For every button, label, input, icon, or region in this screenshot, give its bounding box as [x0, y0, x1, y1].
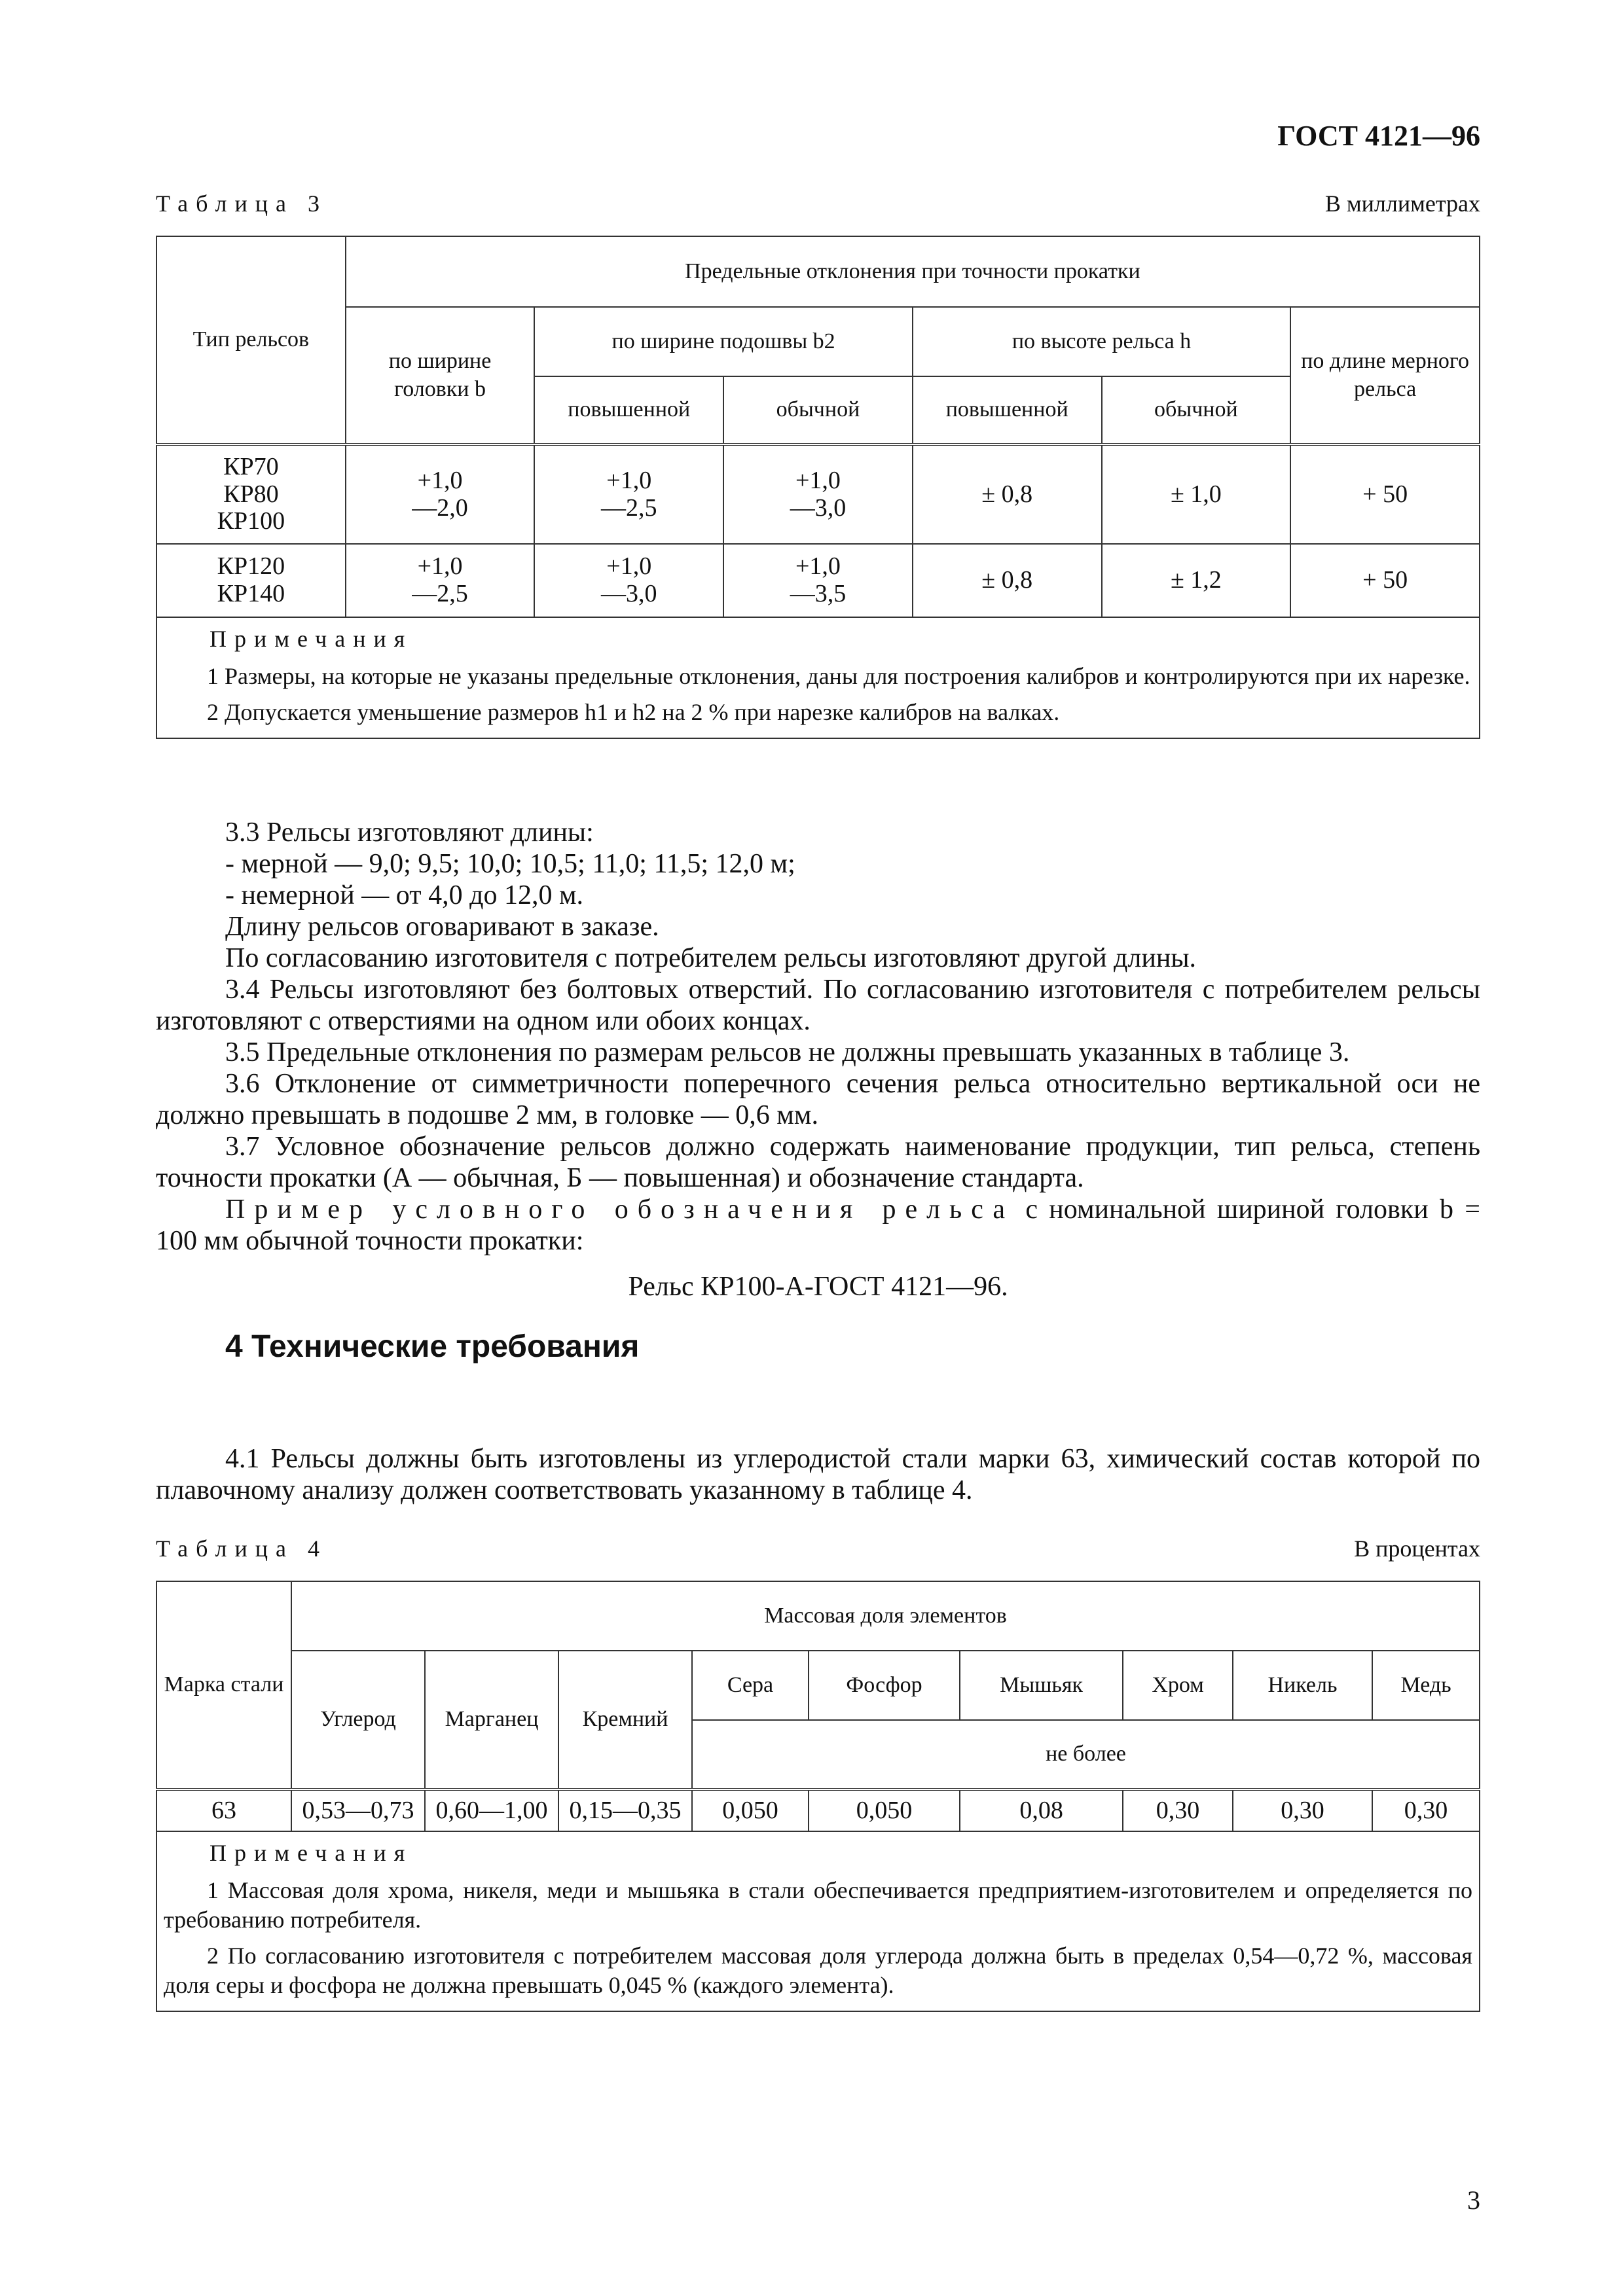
paragraph-order: Длину рельсов оговаривают в заказе.: [225, 912, 659, 942]
header-chromium: Хром: [1123, 1651, 1233, 1720]
table3: [156, 236, 1480, 739]
document-id: ГОСТ 4121—96: [1277, 120, 1480, 152]
table4-unit: В процентах: [1354, 1535, 1480, 1562]
header-phosphorus: Фосфор: [809, 1651, 960, 1720]
header-length: по длине мерного рельса: [1290, 307, 1480, 444]
header-deviations: Предельные отклонения при точности прокатки: [346, 236, 1480, 307]
cell-rail-types: КР70 КР80 КР100: [156, 444, 346, 544]
header-carbon: Углерод: [291, 1651, 425, 1789]
header-manganese: Марганец: [425, 1651, 558, 1789]
cell-copper: 0,30: [1372, 1789, 1480, 1831]
cell-silicon: 0,15—0,35: [558, 1789, 692, 1831]
header-sole-increased: повышенной: [534, 376, 723, 444]
paragraph-agreement: По согласованию изготовителя с потребителем рельсы изготовляют другой длины.: [225, 943, 1197, 973]
cell-height-increased: ± 0,8: [913, 544, 1102, 617]
cell-sole-increased: [534, 544, 723, 617]
paragraph-example: [156, 1194, 1480, 1257]
cell-value: +1,0: [795, 466, 841, 494]
table4-notes-cell: [156, 1831, 1480, 2011]
table3-unit: В миллиметрах: [1324, 190, 1480, 217]
cell-value: —2,0: [412, 493, 468, 522]
example-lead: Пример условного обозначения рельса: [225, 1194, 1015, 1225]
example-rest: с номинальной шириной головки b = 100 мм обычной точности прокатки:: [156, 1194, 1480, 1256]
cell-head-width: [346, 444, 535, 544]
header-mass-fraction: Массовая доля элементов: [291, 1581, 1480, 1651]
cell-length: + 50: [1290, 444, 1480, 544]
header-nickel: Никель: [1233, 1651, 1372, 1720]
paragraph-3-5: 3.5 Предельные отклонения по размерам рельсов не должны превышать указанных в таблице 3.: [225, 1037, 1350, 1067]
notes-title: Примечания: [210, 626, 413, 652]
cell-sole-ordinary: [723, 544, 913, 617]
paragraph-3-6: 3.6 Отклонение от симметричности поперечного сечения рельса относительно вертикальной оси не должно превышать в подошве 2 мм, в головке — 0,6 мм.: [156, 1069, 1480, 1130]
cell-value: —2,5: [601, 493, 657, 522]
cell-value: —3,0: [790, 493, 847, 522]
cell-value: —2,5: [412, 580, 468, 607]
cell-length: + 50: [1290, 544, 1480, 617]
cell-value: +1,0: [417, 466, 463, 494]
table4: [156, 1581, 1480, 2012]
table3-notes: [156, 617, 1480, 738]
cell-arsenic: 0,08: [960, 1789, 1123, 1831]
cell-value: +1,0: [417, 552, 463, 581]
table3-caption: Таблица 3: [156, 190, 327, 217]
header-rail-type: Тип рельсов: [156, 236, 346, 444]
header-height-ordinary: обычной: [1102, 376, 1291, 444]
cell-sulfur: 0,050: [692, 1789, 809, 1831]
cell-phosphorus: 0,050: [809, 1789, 960, 1831]
list-item: - немерной — от 4,0 до 12,0 м.: [225, 880, 584, 910]
section4-text: [156, 1443, 1480, 1506]
table3-notes-cell: [156, 617, 1480, 738]
section3-text: [156, 817, 1480, 1302]
paragraph-3-7: 3.7 Условное обозначение рельсов должно содержать наименование продукции, тип рельса, степень точности прокатки (А — обычная, Б — повышенная) и обозначение стандарта.: [156, 1132, 1480, 1193]
list-item: - мерной — 9,0; 9,5; 10,0; 10,5; 11,0; 11,5; 12,0 м;: [225, 849, 795, 879]
note-item: 2 Допускается уменьшение размеров h1 и h2 на 2 % при нарезке калибров на валках.: [207, 699, 1060, 725]
cell-sole-increased: [534, 444, 723, 544]
cell-sole-ordinary: [723, 444, 913, 544]
note-item: 2 По согласованию изготовителя с потребителем массовая доля углерода должна быть в пределах 0,54—0,72 %, массовая доля серы и фосфора не должна превышать 0,045 % (каждого элемента).: [164, 1943, 1472, 1998]
header-sole-width: по ширине подошвы b2: [534, 307, 912, 376]
note-item: 1 Массовая доля хрома, никеля, меди и мышьяка в стали обеспечивается предприятием-изготовителем и определяется по требованию потребителя.: [164, 1877, 1472, 1933]
cell-value: +1,0: [606, 552, 652, 581]
header-head-width-text: по ширине головки b: [388, 349, 492, 401]
cell-value: —3,5: [790, 580, 847, 607]
cell-nickel: 0,30: [1233, 1789, 1372, 1831]
note-item: 1 Размеры, на которые не указаны предельные отклонения, даны для построения калибров и контролируются при их нарезке.: [207, 663, 1470, 689]
cell-grade: 63: [156, 1789, 291, 1831]
table-row: [156, 444, 1480, 544]
cell-manganese: 0,60—1,00: [425, 1789, 558, 1831]
cell-height-ordinary: ± 1,2: [1102, 544, 1291, 617]
header-max: не более: [692, 1720, 1480, 1789]
cell-value: —3,0: [601, 580, 657, 607]
page-number: 3: [1467, 2185, 1480, 2215]
header-arsenic: Мышьяк: [960, 1651, 1123, 1720]
header-grade: Марка стали: [156, 1581, 291, 1789]
table3-caption-row: [156, 190, 1480, 217]
cell-chromium: 0,30: [1123, 1789, 1233, 1831]
paragraph-3-3: 3.3 Рельсы изготовляют длины:: [225, 817, 594, 848]
header-head-width: [346, 307, 535, 444]
header-silicon: Кремний: [558, 1651, 692, 1789]
cell-value: +1,0: [606, 466, 652, 494]
header-sole-ordinary: обычной: [723, 376, 913, 444]
paragraph-3-4: 3.4 Рельсы изготовляют без болтовых отверстий. По согласованию изготовителя с потребителем рельсы изготовляют с отверстиями на одном или обоих концах.: [156, 975, 1480, 1036]
header-rail-height: по высоте рельса h: [913, 307, 1290, 376]
header-copper: Медь: [1372, 1651, 1480, 1720]
cell-rail-types: КР120 КР140: [156, 544, 346, 617]
cell-value: +1,0: [795, 552, 841, 581]
table4-caption-row: [156, 1535, 1480, 1562]
table-row: [156, 544, 1480, 617]
header-sulfur: Сера: [692, 1651, 809, 1720]
cell-height-ordinary: ± 1,0: [1102, 444, 1291, 544]
section-4-title: 4 Технические требования: [225, 1329, 640, 1364]
table-row: [156, 1789, 1480, 1831]
example-code: Рельс КР100-А-ГОСТ 4121—96.: [628, 1272, 1008, 1302]
notes-title: Примечания: [210, 1840, 413, 1866]
paragraph-4-1: 4.1 Рельсы должны быть изготовлены из углеродистой стали марки 63, химический состав которой по плавочному анализу должен соответствовать указанному в таблице 4.: [156, 1444, 1480, 1505]
cell-height-increased: ± 0,8: [913, 444, 1102, 544]
table4-caption: Таблица 4: [156, 1535, 327, 1562]
cell-head-width: [346, 544, 535, 617]
cell-carbon: 0,53—0,73: [291, 1789, 425, 1831]
table4-notes: [156, 1831, 1480, 2011]
header-height-increased: повышенной: [913, 376, 1102, 444]
